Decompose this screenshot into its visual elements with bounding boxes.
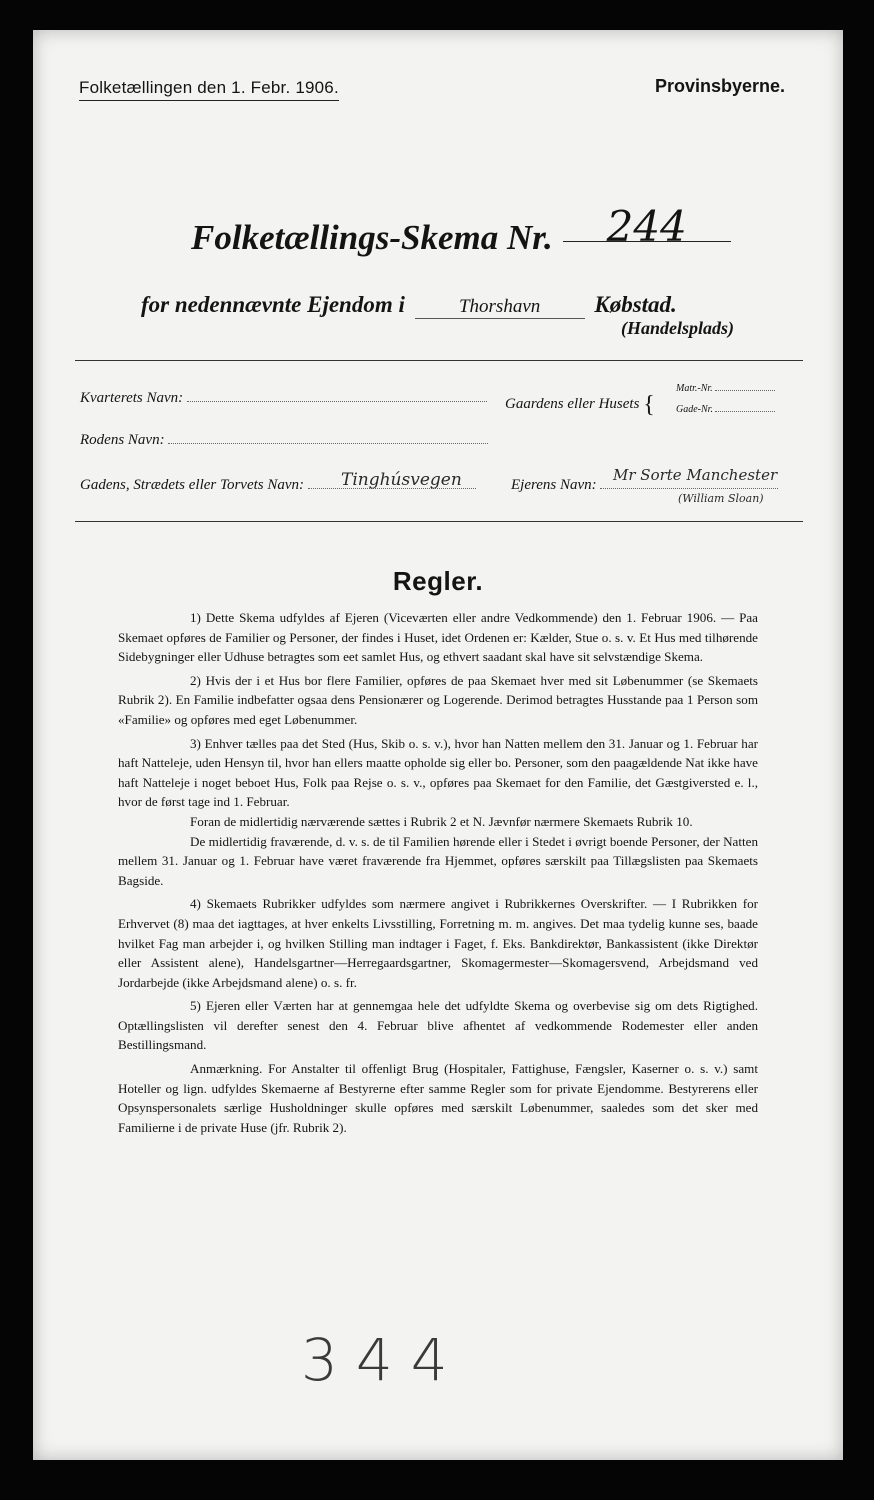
matr-line [715, 380, 775, 391]
ejer-value-alt: (William Sloan) [678, 492, 764, 505]
property-prefix: for nedennævnte Ejendom i [141, 292, 405, 317]
kvarter-line [187, 391, 487, 402]
property-suffix: Købstad. [594, 292, 677, 317]
rules-text [118, 608, 758, 1141]
rode-field [80, 432, 488, 449]
rode-label: Rodens Navn: [80, 432, 165, 448]
rule-paragraph: De midlertidig fraværende, d. v. s. de til Familien hørende eller i Stedet i øvrigt boende Personer, der Natten mellem 31. Januar og 1. Februar have været fraværende fra Hjemmet, opføres særskilt paa Tillægslisten paa Skemaets Bagside. [118, 833, 758, 888]
form-title [191, 202, 731, 258]
gade-navn-label: Gadens, Strædets eller Torvets Navn: [80, 477, 305, 493]
gaard-label: Gaardens eller Husets [505, 396, 640, 412]
brace-icon: { [643, 392, 655, 418]
skema-number: 244 [563, 213, 731, 242]
region-header: Provinsbyerne. [654, 76, 785, 96]
ejer-label: Ejerens Navn: [511, 477, 597, 493]
census-form-page [33, 30, 843, 1460]
property-line [141, 292, 677, 319]
rule-paragraph: Foran de midlertidig nærværende sættes i Rubrik 2 et N. Jævnfør nærmere Skemaets Rubrik 10. [190, 813, 693, 829]
divider-bottom [75, 521, 803, 522]
rule-paragraph: 4) Skemaets Rubrikker udfyldes som nærmere angivet i Rubrikkernes Overskrifter. — I Rubrikken for Erhvervet (8) maa det iagttages, at hver enkelts Livsstilling, Forretning m. m. angives. Det maa tydelig kunne ses, baade hvilket Fag man arbejder i, og hvilken Stilling man indtager i Faget, f. Eks. Bankdirektør, Bankassistent (ikke Direktør eller Assistent alene), Handelsgartner—Herregaardsgartner, Skomagermester—Skomagersvend, Arbejdsmand ved Jordarbejde (ikke Arbejdsmand alene) o. s. fr. [118, 896, 758, 990]
rule-paragraph: 3) Enhver tælles paa det Sted (Hus, Skib o. s. v.), hvor han Natten mellem den 31. Januar og 1. Februar har haft Natteleje, uden Hensyn til, hvor han ellers maatte opholde sig eller bo. Personer, som den paagældende Nat ikke have haft Natteleje i noget beboet Hus, Folk paa Rejse o. s. v., opføres paa Skemaet for den Familie, det Gæstgiversted e. l., hvor de først tage ind 1. Februar. [118, 735, 758, 810]
matr-field [676, 380, 775, 394]
form-title-text: Folketællings-Skema Nr. [191, 218, 553, 257]
kvarter-label: Kvarterets Navn: [80, 390, 184, 406]
rule-paragraph: 5) Ejeren eller Værten har at gennemgaa hele det udfyldte Skema og overbevise sig om dets Rigtighed. Optællingslisten vil derefter senest den 4. Februar blive afhentet af vedkommende Rodemester eller anden Bestillingsmand. [118, 998, 758, 1053]
rule-paragraph: 2) Hvis der i et Hus bor flere Familier, opføres de paa Skemaet hver med sit Løbenummer (se Skemaets Rubrik 2). En Familie indbefatter ogsaa dens Pensionærer og Logerende. Derimod betragtes Husstande paa 1 Person som «Familie» og opføres med eget Løbenummer. [118, 672, 758, 727]
handwritten-number: 344 [301, 1326, 466, 1394]
gaard-field [505, 388, 655, 418]
gade-nr-line [715, 401, 775, 412]
matr-label: Matr.-Nr. [676, 383, 713, 394]
handelsplads-label: (Handelsplads) [621, 318, 735, 338]
rule-paragraph: Anmærkning. For Anstalter til offenligt Brug (Hospitaler, Fattighuse, Fængsler, Kaserner o. s. v.) samt Hoteller og lign. udfyldes Skemaerne af Bestyrerne efter samme Regler som for private Ejendomme. Bestyrerens eller Opsynspersonalets særlige Husholdninger skulle opføres med særskilt Løbenummer, saaledes som det sker med Familierne i de private Huse (jfr. Rubrik 2). [118, 1061, 758, 1135]
census-date-header: Folketællingen den 1. Febr. 1906. [79, 78, 339, 101]
rules-heading: Regler. [392, 566, 484, 596]
kvarter-field [80, 390, 487, 407]
ejer-value: Mr Sorte Manchester [613, 466, 778, 484]
gade-nr-field [676, 401, 775, 415]
rode-line [168, 433, 488, 444]
divider-top [75, 360, 803, 361]
gade-navn-value: Tinghúsvegen [341, 470, 462, 490]
rule-paragraph: 1) Dette Skema udfyldes af Ejeren (Viceværten eller andre Vedkommende) den 1. Februar 1906. — Paa Skemaet opføres de Familier og Personer, der findes i Huset, idet Ordenen er: Kælder, Stue o. s. v. Et Hus med tilhørende Sidebygninger eller Udhuse betragtes som eet samlet Hus, og ethvert saadant skal have sit selvstændige Skema. [118, 610, 758, 665]
town-value: Thorshavn [415, 296, 585, 319]
gade-nr-label: Gade-Nr. [676, 404, 713, 415]
